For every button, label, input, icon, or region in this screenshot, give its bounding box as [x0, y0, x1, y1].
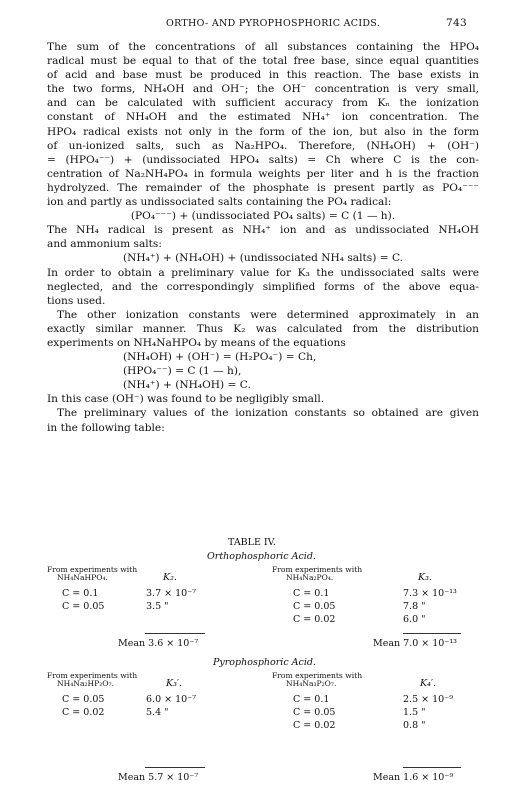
page-number: 743 — [446, 17, 467, 29]
text-line: constant of NH₄OH and the estimated NH₄⁺ ion concentration. The — [47, 111, 479, 124]
text-line: The other ionization constants were determined approximately in an — [57, 308, 479, 321]
text-line: tions used. — [47, 294, 106, 307]
equation-line: (NH₄⁺) + (NH₄OH) = C. — [123, 379, 251, 392]
text-line: hydrolyzed. The remainder of the phosphate is present partly as PO₄⁻⁻⁻ — [47, 181, 479, 194]
pyro-left-k: 5.4 " — [146, 707, 169, 718]
pyro-left-rule — [145, 767, 205, 768]
table-title: TABLE IV. — [228, 537, 276, 548]
ortho-right-c: C = 0.1 — [293, 588, 330, 599]
text-line: exactly similar manner. Thus K₂ was calculated from the distribution — [47, 322, 479, 335]
paragraph-1 — [47, 40, 479, 209]
pyro-right-k: 2.5 × 10⁻⁹ — [403, 694, 454, 705]
pyro-right-k: 1.5 " — [403, 707, 426, 718]
paragraph-5: In this case (OH⁻) was found to be negligibly small. — [47, 393, 325, 406]
ortho-left-k-head: K₂. — [163, 572, 177, 583]
ortho-right-head-2: NH₄Na₂PO₄. — [286, 573, 334, 582]
pyro-right-c: C = 0.05 — [293, 707, 336, 718]
running-title: ORTHO- AND PYROPHOSPHORIC ACIDS. — [166, 18, 381, 29]
pyro-right-c: C = 0.02 — [293, 720, 336, 731]
paragraph-2 — [47, 223, 479, 251]
ortho-left-mean: Mean 3.6 × 10⁻⁷ — [118, 638, 199, 649]
text-line: and can be calculated with sufficient accuracy from Kₙ the ionization — [47, 97, 479, 110]
ortho-left-c: C = 0.05 — [62, 601, 105, 612]
ortho-right-k: 7.8 " — [403, 601, 426, 612]
pyro-left-k: 6.0 × 10⁻⁷ — [146, 694, 197, 705]
ortho-right-c: C = 0.05 — [293, 601, 336, 612]
text-line: radical must be equal to that of the total free base, since equal quantities — [47, 55, 479, 68]
text-line: ion and partly as undissociated salts containing the PO₄ radical: — [47, 196, 392, 209]
text-line: HPO₄ radical exists not only in the form of the ion, but also in the form — [47, 125, 479, 138]
pyro-left-c: C = 0.02 — [62, 707, 105, 718]
ortho-right-mean: Mean 7.0 × 10⁻¹³ — [373, 638, 457, 649]
pyro-right-mean: Mean 1.6 × 10⁻⁹ — [373, 772, 454, 783]
pyro-left-c: C = 0.05 — [62, 694, 105, 705]
paragraph-6 — [47, 406, 479, 434]
pyro-left-k-head: K₃′. — [166, 678, 183, 689]
text-line: neglected, and the correspondingly simplified forms of the above equa- — [47, 280, 479, 293]
ortho-left-rule — [145, 633, 205, 634]
ortho-right-head: From experiments with — [272, 565, 363, 574]
text-line: of acid and base must be produced in this reaction. The base exists in — [47, 69, 479, 82]
ortho-right-rule — [403, 633, 461, 634]
pyro-right-k: 0.8 " — [403, 720, 426, 731]
pyro-right-rule — [403, 767, 461, 768]
pyro-subtitle: Pyrophosphoric Acid. — [213, 657, 316, 668]
ortho-right-k: 6.0 " — [403, 614, 426, 625]
text-line: centration of Na₂NH₄PO₄ in formula weights per liter and h is the fraction — [47, 167, 479, 180]
text-line: The NH₄ radical is present as NH₄⁺ ion and as undissociated NH₄OH — [47, 224, 479, 237]
pyro-right-head: From experiments with — [272, 671, 363, 680]
text-line: experiments on NH₄NaHPO₄ by means of the equations — [47, 336, 346, 349]
pyro-left-mean: Mean 5.7 × 10⁻⁷ — [118, 772, 199, 783]
pyro-left-head: From experiments with — [47, 671, 138, 680]
ortho-left-k: 3.5 " — [146, 601, 169, 612]
ortho-right-k: 7.3 × 10⁻¹³ — [403, 588, 457, 599]
text-line: = (HPO₄⁻⁻) + (undissociated HPO₄ salts) = Ch where C is the con- — [47, 153, 479, 166]
ortho-left-c: C = 0.1 — [62, 588, 99, 599]
text-line: In order to obtain a preliminary value for K₃ the undissociated salts were — [47, 266, 479, 279]
pyro-right-c: C = 0.1 — [293, 694, 330, 705]
ortho-left-head: From experiments with — [47, 565, 138, 574]
ortho-right-k-head: K₃. — [418, 572, 432, 583]
text-line: the two forms, NH₄OH and OH⁻; the OH⁻ concentration is very small, — [47, 83, 479, 96]
text-line: of un-ionized salts, such as Na₂HPO₄. Therefore, (NH₄OH) + (OH⁻) — [47, 139, 479, 152]
pyro-right-head-2: NH₄Na₃P₂O₇. — [286, 679, 337, 688]
paragraph-4 — [47, 308, 479, 350]
pyro-right-k-head: K₄′. — [420, 678, 437, 689]
ortho-subtitle: Orthophosphoric Acid. — [207, 551, 316, 562]
equation-line: (NH₄OH) + (OH⁻) = (H₂PO₄⁻) = Ch, — [123, 351, 317, 364]
ortho-right-c: C = 0.02 — [293, 614, 336, 625]
paragraph-3 — [47, 266, 479, 308]
equation-block-3 — [47, 350, 479, 392]
body-text — [47, 40, 479, 435]
text-line: The sum of the concentrations of all substances containing the HPO₄ — [47, 41, 479, 53]
ortho-left-k: 3.7 × 10⁻⁷ — [146, 588, 197, 599]
text-line: in the following table: — [47, 421, 165, 434]
pyro-left-head-2: NH₄Na₂HP₂O₇. — [57, 679, 114, 688]
equation-2: (NH₄⁺) + (NH₄OH) + (undissociated NH₄ salts) = C. — [122, 252, 404, 265]
equation-1: (PO₄⁻⁻⁻) + (undissociated PO₄ salts) = C (1 — h). — [130, 210, 396, 223]
ortho-left-head-2: NH₄NaHPO₄. — [57, 573, 108, 582]
text-line: and ammonium salts: — [47, 238, 162, 251]
text-line: The preliminary values of the ionization constants so obtained are given — [57, 407, 479, 420]
equation-line: (HPO₄⁻⁻) = C (1 — h), — [123, 365, 242, 378]
